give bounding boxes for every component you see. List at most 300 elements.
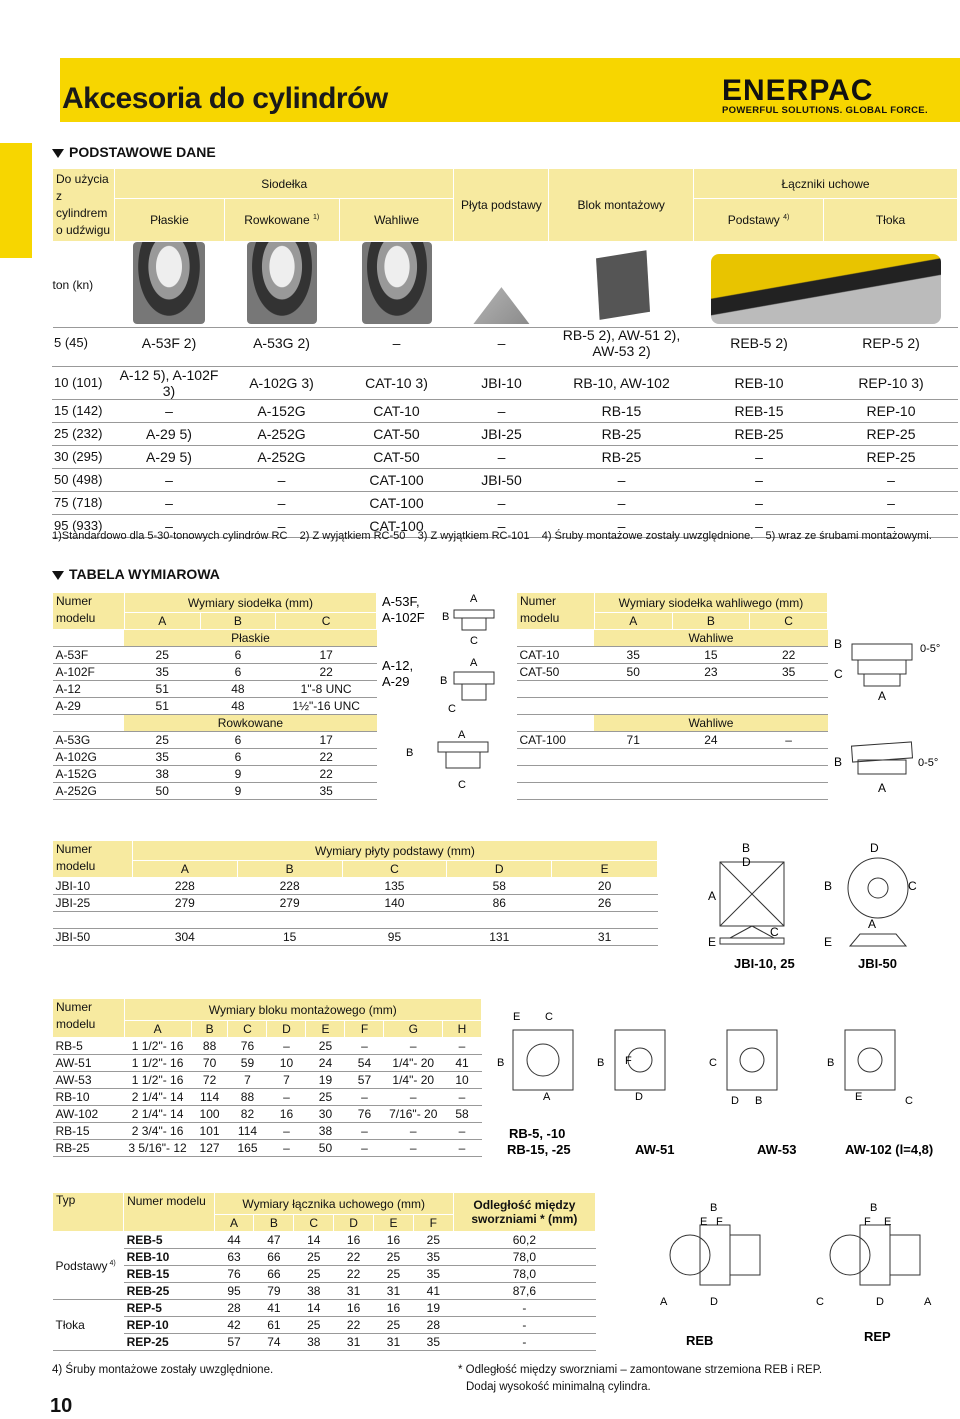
tilt-diagram	[832, 630, 958, 800]
table-cell: JBI-25	[454, 422, 549, 445]
table-cell: –	[345, 1038, 384, 1055]
table-cell: 54	[345, 1055, 384, 1072]
col-flat: Płaskie	[114, 199, 224, 242]
table-cell: A-252G	[53, 783, 125, 800]
table-cell: RB-5	[53, 1038, 125, 1055]
table-cell: –	[267, 1038, 306, 1055]
table-cell: 25	[374, 1317, 414, 1334]
column-header: B	[191, 1021, 228, 1038]
table-cell: REP-25	[124, 1334, 215, 1351]
tilt-model-header: Numer modelu	[517, 593, 595, 630]
table-row	[53, 929, 658, 946]
table-cell: 135	[342, 878, 447, 895]
table-cell: 35	[124, 749, 200, 766]
table-cell: 35	[750, 664, 828, 681]
column-header: C	[228, 1021, 267, 1038]
table-cell: 101	[191, 1123, 228, 1140]
table-cell: 95	[342, 929, 447, 946]
col-clevis: Łączniki uchowe	[694, 169, 958, 199]
table-row	[52, 366, 958, 399]
table-cell	[594, 681, 672, 698]
table-cell: 31	[334, 1334, 374, 1351]
table-cell: 51	[124, 681, 200, 698]
svg-text:F: F	[716, 1216, 723, 1228]
svg-text:C: C	[448, 703, 456, 715]
table-cell: 28	[413, 1317, 453, 1334]
svg-text:F: F	[864, 1216, 871, 1228]
capacity-cell: 5 (45)	[52, 320, 114, 366]
table-row	[53, 732, 377, 749]
table-cell: REP-5 2)	[824, 320, 958, 366]
table-cell: –	[114, 468, 224, 491]
table-cell: –	[442, 1089, 481, 1106]
table-cell: 22	[334, 1317, 374, 1334]
table-cell: 304	[132, 929, 237, 946]
column-header: A	[124, 1021, 191, 1038]
table-row	[52, 320, 958, 366]
table-cell: –	[454, 399, 549, 422]
column-header: H	[442, 1021, 481, 1038]
table-cell: –	[267, 1123, 306, 1140]
svg-text:0-5°: 0-5°	[920, 643, 941, 655]
table-cell: –	[224, 468, 339, 491]
table-cell: JBI-10	[454, 366, 549, 399]
table-cell: –	[454, 445, 549, 468]
table-cell: 17	[276, 647, 377, 664]
section-tab	[0, 143, 32, 258]
table-cell: 2 3/4"- 16	[124, 1123, 191, 1140]
table-row	[517, 766, 828, 783]
table-row	[53, 1249, 596, 1266]
svg-text:F: F	[625, 1055, 632, 1067]
table-cell	[750, 681, 828, 698]
table-cell: 3 5/16"- 12	[124, 1140, 191, 1157]
table-cell: 165	[228, 1140, 267, 1157]
svg-text:B: B	[406, 747, 414, 759]
svg-text:A: A	[458, 729, 466, 741]
tilt-saddle-photo	[362, 242, 432, 324]
base-plate-photo	[466, 242, 536, 324]
table-cell: REB-25	[124, 1283, 215, 1300]
table-cell: RB-15	[549, 399, 694, 422]
table-row	[53, 912, 658, 929]
tilt-label-row	[517, 715, 828, 732]
diag-label: A-53F,	[382, 594, 420, 609]
table-cell: 279	[237, 895, 342, 912]
table-cell: 20	[552, 878, 658, 895]
table-cell: A-152G	[53, 766, 125, 783]
column-header: B	[254, 1215, 294, 1232]
table-cell: 48	[200, 698, 276, 715]
capacity-cell: 25 (232)	[52, 422, 114, 445]
table-cell: 14	[294, 1232, 334, 1249]
table-cell: –	[267, 1140, 306, 1157]
table-cell	[672, 681, 750, 698]
table-row	[53, 1283, 596, 1300]
svg-text:B: B	[442, 611, 450, 623]
table-cell: A-53F	[53, 647, 125, 664]
table-cell: 63	[214, 1249, 254, 1266]
table-row	[517, 698, 828, 715]
table-row	[53, 766, 377, 783]
footnote-pin-2: Dodaj wysokość minimalną cylindra.	[466, 1381, 651, 1393]
table-cell: 87,6	[453, 1283, 595, 1300]
svg-text:RB-5, -10: RB-5, -10	[509, 1126, 566, 1141]
table-cell: 15	[237, 929, 342, 946]
svg-text:E: E	[855, 1091, 863, 1103]
table-cell: 66	[254, 1249, 294, 1266]
clevis-head: Wymiary łącznika uchowego (mm)	[214, 1193, 453, 1215]
table-cell: 61	[254, 1317, 294, 1334]
table-cell	[594, 783, 672, 800]
table-cell: 140	[342, 895, 447, 912]
clevis-table	[52, 1192, 596, 1351]
table-cell: 35	[276, 783, 377, 800]
table-cell: 279	[132, 895, 237, 912]
table-cell: –	[750, 732, 828, 749]
table-cell: A-252G	[224, 445, 339, 468]
table-cell: 35	[124, 664, 200, 681]
capacity-cell: 30 (295)	[52, 445, 114, 468]
table-cell: 41	[254, 1300, 294, 1317]
capacity-cell: 75 (718)	[52, 491, 114, 514]
basic-data-rows	[52, 320, 958, 538]
table-cell: 38	[124, 766, 200, 783]
unit-label: ton (kn)	[53, 242, 115, 328]
table-cell: 35	[413, 1249, 453, 1266]
svg-text:AW-53: AW-53	[757, 1142, 797, 1157]
table-cell	[750, 783, 828, 800]
table-cell: 76	[228, 1038, 267, 1055]
table-cell: 76	[345, 1106, 384, 1123]
section-basic-data: PODSTAWOWE DANE	[52, 144, 216, 160]
table-cell: 25	[124, 732, 200, 749]
svg-text:C: C	[770, 925, 779, 939]
table-cell	[53, 912, 133, 929]
svg-text:A: A	[470, 593, 478, 605]
svg-text:JBI-50: JBI-50	[858, 956, 898, 971]
table-cell: 1 1/2"- 16	[124, 1055, 191, 1072]
table-cell: 6	[200, 732, 276, 749]
table-cell: 26	[552, 895, 658, 912]
table-cell: RB-25	[549, 422, 694, 445]
table-cell: 51	[124, 698, 200, 715]
table-cell: –	[549, 468, 694, 491]
group-bases: Podstawy $^{4)}$	[53, 1232, 124, 1300]
table-cell: 100	[191, 1106, 228, 1123]
table-cell: JBI-50	[53, 929, 133, 946]
table-row	[52, 422, 958, 445]
table-cell: RB-25	[53, 1140, 125, 1157]
svg-text:A-102F: A-102F	[382, 610, 425, 625]
table-cell: 47	[254, 1232, 294, 1249]
table-row	[517, 783, 828, 800]
table-cell: CAT-50	[339, 422, 454, 445]
table-cell: 16	[334, 1300, 374, 1317]
table-cell: 22	[334, 1266, 374, 1283]
table-cell: 15	[672, 647, 750, 664]
table-cell: 24	[306, 1055, 345, 1072]
table-cell: CAT-10	[339, 399, 454, 422]
table-cell	[517, 681, 595, 698]
table-cell: 66	[254, 1266, 294, 1283]
capacity-cell: 15 (142)	[52, 399, 114, 422]
table-row	[52, 399, 958, 422]
column-header: C	[294, 1215, 334, 1232]
brand-tagline: POWERFUL SOLUTIONS. GLOBAL FORCE.	[722, 105, 928, 116]
table-cell: 6	[200, 647, 276, 664]
table-cell: REP-5	[124, 1300, 215, 1317]
table-cell: REP-10	[124, 1317, 215, 1334]
table-cell: 31	[334, 1283, 374, 1300]
table-cell: 78,0	[453, 1266, 595, 1283]
table-cell: –	[454, 320, 549, 366]
table-cell	[750, 766, 828, 783]
svg-text:A: A	[868, 917, 877, 931]
table-cell: –	[824, 468, 958, 491]
table-cell: REB-5	[124, 1232, 215, 1249]
tilt-head: Wymiary siodełka wahliwego (mm)	[594, 593, 827, 613]
table-cell: –	[267, 1089, 306, 1106]
table-cell: 114	[191, 1089, 228, 1106]
table-cell: –	[114, 514, 224, 537]
table-cell: –	[339, 320, 454, 366]
table-cell: REP-25	[824, 422, 958, 445]
header-row	[53, 169, 958, 199]
table-cell: CAT-100	[339, 514, 454, 537]
svg-text:B: B	[870, 1202, 878, 1214]
table-cell: 57	[214, 1334, 254, 1351]
table-cell: AW-53	[53, 1072, 125, 1089]
svg-text:C: C	[709, 1057, 717, 1069]
table-cell: RB-25	[549, 445, 694, 468]
svg-text:A: A	[924, 1296, 932, 1308]
table-cell: A-102G	[53, 749, 125, 766]
table-row	[53, 1038, 482, 1055]
svg-text:B: B	[440, 675, 448, 687]
table-cell: JBI-50	[454, 468, 549, 491]
group-rod: Tłoka	[53, 1300, 124, 1351]
table-cell: A-29 5)	[114, 445, 224, 468]
table-row	[52, 468, 958, 491]
block-head: Wymiary bloku montażowego (mm)	[124, 999, 482, 1021]
table-cell: 57	[345, 1072, 384, 1089]
table-cell: –	[384, 1089, 443, 1106]
table-cell: 25	[306, 1038, 345, 1055]
table-cell: CAT-100	[339, 468, 454, 491]
table-cell: 14	[294, 1300, 334, 1317]
table-row	[53, 681, 377, 698]
table-cell: 38	[306, 1123, 345, 1140]
svg-text:RB-15, -25: RB-15, -25	[507, 1142, 571, 1157]
table-row	[53, 1089, 482, 1106]
table-cell: 25	[374, 1266, 414, 1283]
flat-saddle-photo	[133, 242, 205, 324]
svg-text:A: A	[470, 657, 478, 669]
table-cell: 58	[447, 878, 552, 895]
page-number: 10	[50, 1395, 73, 1417]
table-cell	[517, 766, 595, 783]
svg-text:D: D	[876, 1296, 884, 1308]
table-cell: CAT-10 3)	[339, 366, 454, 399]
column-header: F	[345, 1021, 384, 1038]
table-cell: REB-25	[694, 422, 824, 445]
table-row	[53, 1055, 482, 1072]
brand-logo	[722, 74, 932, 120]
svg-text:B: B	[710, 1202, 718, 1214]
table-cell: –	[114, 491, 224, 514]
table-cell: 60,2	[453, 1232, 595, 1249]
table-cell: 35	[413, 1334, 453, 1351]
table-row	[517, 664, 828, 681]
column-header: F	[413, 1215, 453, 1232]
svg-text:B: B	[497, 1057, 505, 1069]
svg-text:B: B	[834, 637, 843, 651]
table-cell: –	[694, 491, 824, 514]
footnote-pin-1: * Odległość między sworzniami – zamontowane strzemiona REB i REP.	[458, 1364, 823, 1376]
table-cell	[552, 912, 658, 929]
table-row	[53, 1106, 482, 1123]
table-cell: A-29	[53, 698, 125, 715]
grooved-saddle-photo	[247, 242, 317, 324]
table-cell: –	[442, 1123, 481, 1140]
flat-label: Płaskie	[124, 630, 376, 647]
table-cell: 9	[200, 766, 276, 783]
page-title: Akcesoria do cylindrów	[62, 82, 388, 115]
table-cell: 1 1/2"- 16	[124, 1038, 191, 1055]
saddle-diagram	[378, 592, 503, 810]
table-row	[53, 783, 377, 800]
table-cell: 78,0	[453, 1249, 595, 1266]
table-row	[52, 445, 958, 468]
svg-text:B: B	[597, 1057, 605, 1069]
table-cell: –	[345, 1089, 384, 1106]
capacity-cell: 95 (933)	[52, 514, 114, 537]
table-cell: 228	[132, 878, 237, 895]
table-cell: 25	[294, 1266, 334, 1283]
table-cell: –	[454, 514, 549, 537]
svg-text:C: C	[470, 635, 478, 647]
basic-data-table	[52, 168, 958, 328]
column-header: E	[306, 1021, 345, 1038]
table-row	[517, 732, 828, 749]
model-header: Numer modelu	[53, 593, 125, 630]
table-row	[53, 1072, 482, 1089]
triangle-icon	[52, 571, 64, 580]
table-cell: 25	[124, 647, 200, 664]
table-row	[53, 1123, 482, 1140]
table-row	[53, 664, 377, 681]
table-cell: 71	[594, 732, 672, 749]
table-cell	[672, 698, 750, 715]
clevis-diagram	[640, 1195, 958, 1360]
svg-text:B: B	[824, 879, 833, 893]
column-header: D	[334, 1215, 374, 1232]
table-cell	[517, 783, 595, 800]
table-cell: 50	[306, 1140, 345, 1157]
svg-text:E: E	[513, 1011, 521, 1023]
table-cell: –	[824, 491, 958, 514]
col-use: Do użycia z cylindrem o udźwigu	[53, 169, 115, 242]
table-cell: 48	[200, 681, 276, 698]
table-cell: 1 1/2"- 16	[124, 1072, 191, 1089]
col-rod: Tłoka	[824, 199, 958, 242]
triangle-icon	[52, 149, 64, 158]
tilt-label-1: Wahliwe	[594, 630, 827, 647]
table-cell: 6	[200, 749, 276, 766]
svg-text:REB: REB	[686, 1333, 714, 1348]
clevis-photo	[711, 254, 941, 324]
table-cell: REP-10 3)	[824, 366, 958, 399]
table-cell: A-102G 3)	[224, 366, 339, 399]
table-cell: 1"-8 UNC	[276, 681, 377, 698]
svg-text:C: C	[816, 1296, 824, 1308]
table-cell	[517, 749, 595, 766]
table-cell: –	[384, 1140, 443, 1157]
table-cell	[750, 749, 828, 766]
table-cell: 2 1/4"- 14	[124, 1106, 191, 1123]
table-cell: 16	[374, 1300, 414, 1317]
table-cell: 25	[413, 1232, 453, 1249]
svg-text:D: D	[870, 841, 879, 855]
clevis-model-header: Numer modelu	[124, 1193, 215, 1232]
table-row	[53, 647, 377, 664]
table-cell: 7	[267, 1072, 306, 1089]
table-cell: A-29 5)	[114, 422, 224, 445]
table-cell: A-12 5), A-102F 3)	[114, 366, 224, 399]
plate-head: Wymiary płyty podstawy (mm)	[132, 841, 657, 861]
table-cell: 16	[374, 1232, 414, 1249]
table-cell: –	[442, 1038, 481, 1055]
table-cell: 28	[214, 1300, 254, 1317]
table-cell: 9	[200, 783, 276, 800]
table-cell: 1½"-16 UNC	[276, 698, 377, 715]
col-block: Blok montażowy	[549, 169, 694, 242]
table-cell: A-152G	[224, 399, 339, 422]
table-cell: 22	[750, 647, 828, 664]
capacity-cell: 50 (498)	[52, 468, 114, 491]
mount-block-diagram	[495, 1000, 957, 1165]
table-cell: 1/4"- 20	[384, 1072, 443, 1089]
section-dimensions: TABELA WYMIAROWA	[52, 566, 220, 582]
table-cell: 25	[294, 1317, 334, 1334]
tilt-saddle-table: Numer modelu Wymiary siodełka wahliwego (mm) A B C Wahliwe CAT-10 35 15 22 CAT-50 50 23 35 Wahliwe CAT-100 71 24 –	[516, 592, 828, 800]
table-row	[53, 1232, 596, 1249]
table-cell: CAT-50	[339, 445, 454, 468]
table-cell: 22	[276, 664, 377, 681]
svg-text:E: E	[708, 935, 717, 949]
grooved-label: Rowkowane	[124, 715, 376, 732]
svg-text:A-29: A-29	[382, 674, 410, 689]
svg-text:A: A	[878, 781, 887, 795]
table-cell: –	[224, 491, 339, 514]
plate-model-header: Numer modelu	[53, 841, 133, 878]
table-cell: –	[824, 514, 958, 537]
table-cell: RB-10, AW-102	[549, 366, 694, 399]
block-model-header: Numer modelu	[53, 999, 125, 1038]
table-cell: –	[454, 491, 549, 514]
table-cell: 31	[374, 1334, 414, 1351]
table-cell: –	[694, 445, 824, 468]
table-cell: –	[549, 491, 694, 514]
table-cell: REB-10	[694, 366, 824, 399]
table-row	[52, 491, 958, 514]
svg-text:AW-51: AW-51	[635, 1142, 675, 1157]
column-header: D	[267, 1021, 306, 1038]
svg-text:C: C	[834, 667, 843, 681]
table-cell: 10	[442, 1072, 481, 1089]
svg-text:A-12,: A-12,	[382, 658, 414, 673]
